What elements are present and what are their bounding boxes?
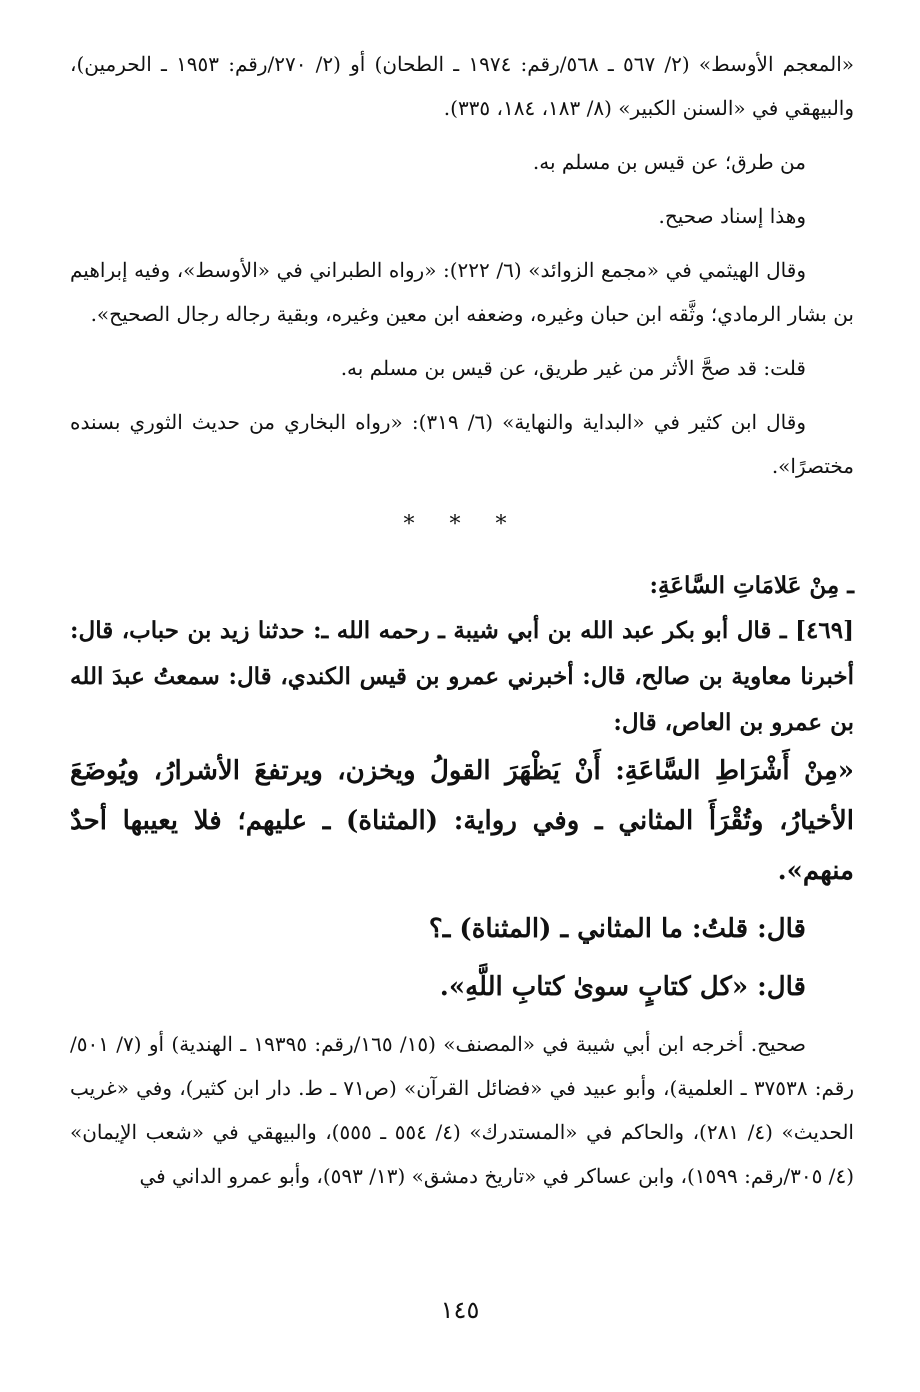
chain-paragraph: من طرق؛ عن قيس بن مسلم به. — [532, 150, 806, 174]
narration-chain: [٤٦٩] ـ قال أبو بكر عبد الله بن أبي شيبة ـ رحمه الله ـ: حدثنا زيد بن حباب، قال: أخبرنا معاوية بن صالح، قال: أخبرني عمرو بن قيس الكندي، قال: سمعتُ عبدَ الله بن عمرو بن العاص، قال: — [70, 617, 854, 736]
hadith-text: «مِنْ أَشْرَاطِ السَّاعَةِ: أَنْ يَظْهَرَ القولُ ويخزن، ويرتفعَ الأشرارُ، ويُوضَعَ الأخيارُ، وتُقْرَأَ المثاني ـ وفي رواية: (المثناة) ـ عليهم؛ فلا يعيبها أحدٌ منهم». — [70, 756, 854, 886]
grading-paragraph: وهذا إسناد صحيح. — [658, 204, 806, 228]
ibn-kathir-paragraph: وقال ابن كثير في «البداية والنهاية» (٦/ ٣١٩): «رواه البخاري من حديث الثوري بسنده مختصرًا». — [70, 410, 854, 478]
takhrij-paragraph: صحيح. أخرجه ابن أبي شيبة في «المصنف» (١٥/ ١٦٥/رقم: ١٩٣٩٥ ـ الهندية) أو (٧/ ٥٠١/رقم: ٣٧٥٣٨ ـ العلمية)، وأبو عبيد في «فضائل القرآن» (ص٧١ ـ ط. دار ابن كثير)، وفي «غريب الحديث» (٤/ ٢٨١)، والحاكم في «المستدرك» (٤/ ٥٥٤ ـ ٥٥٥)، والبيهقي في «شعب الإيمان» (٤/ ٣٠٥/رقم: ١٥٩٩)، وابن عساكر في «تاريخ دمشق» (١٣/ ٥٩٣)، وأبو عمرو الداني في — [70, 1032, 854, 1188]
answer-line: قال: «كل كتابٍ سوىٰ كتابِ اللَّهِ». — [439, 972, 806, 1002]
author-note-paragraph: قلت: قد صحَّ الأثر من غير طريق، عن قيس بن مسلم به. — [340, 356, 806, 380]
section-heading: ـ مِنْ عَلامَاتِ السَّاعَةِ: — [649, 572, 854, 599]
haythami-paragraph: وقال الهيثمي في «مجمع الزوائد» (٦/ ٢٢٢): «رواه الطبراني في «الأوسط»، وفيه إبراهيم بن بشار الرمادي؛ وثَّقه ابن حبان وغيره، وضعفه ابن معين وغيره، وبقية رجاله رجال الصحيح». — [70, 258, 854, 326]
reference-paragraph: «المعجم الأوسط» (٢/ ٥٦٧ ـ ٥٦٨/رقم: ١٩٧٤ ـ الطحان) أو (٢/ ٢٧٠/رقم: ١٩٥٣ ـ الحرمين)، والبيهقي في «السنن الكبير» (٨/ ١٨٣، ١٨٤، ٣٣٥). — [70, 52, 855, 120]
page-number: ١٤٥ — [440, 1296, 480, 1324]
question-line: قال: قلتُ: ما المثاني ـ (المثناة) ـ؟ — [428, 914, 806, 944]
section-separator: * * * — [403, 512, 521, 537]
